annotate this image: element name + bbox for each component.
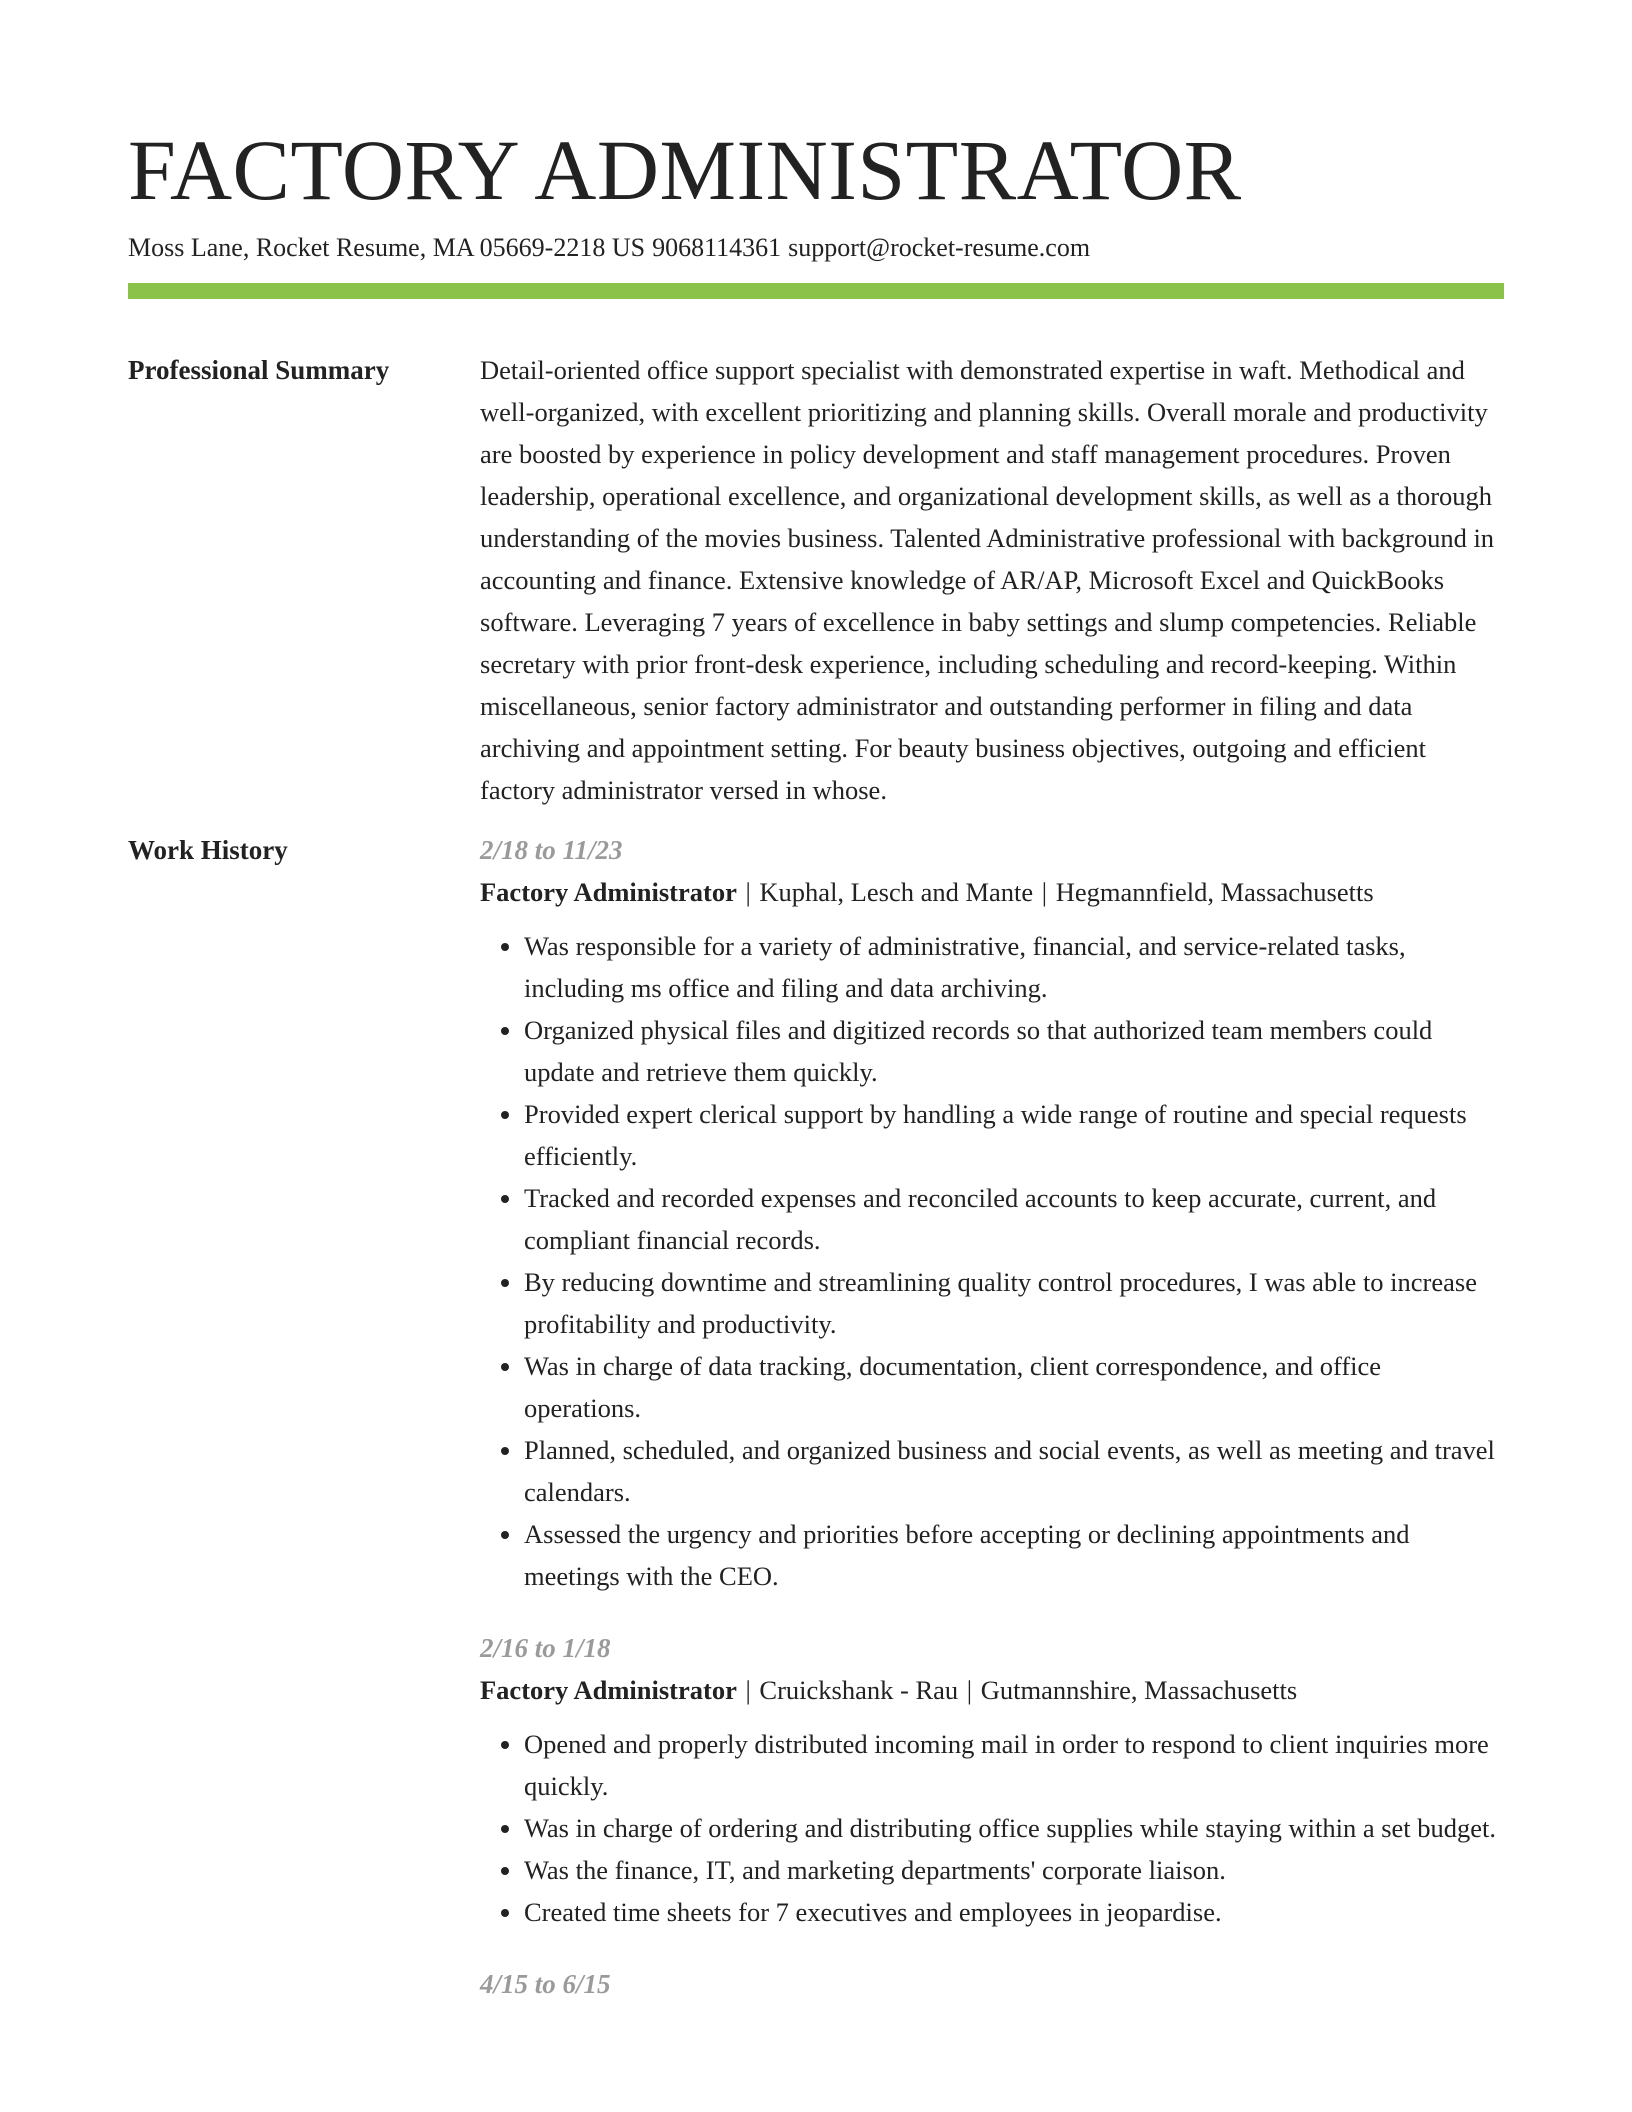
job-bullet-list [480, 925, 1504, 1597]
job-bullet: • Created time sheets for 7 executives and employees in jeopardise. [524, 1891, 1504, 1933]
job-bullet: • Was in charge of data tracking, documentation, client correspondence, and office operations. [524, 1345, 1504, 1429]
separator: | [1041, 877, 1048, 907]
work-history-section [128, 829, 1504, 2035]
job-bullet-list [480, 1723, 1504, 1933]
job-title-line [480, 871, 1504, 913]
job-title: Factory Administrator [480, 877, 737, 907]
job-dates: 2/16 to 1/18 [480, 1633, 611, 1663]
job-entry [480, 829, 1504, 1597]
job-dates: 4/15 to 6/15 [480, 1969, 611, 1999]
accent-divider [128, 283, 1504, 299]
summary-text: Detail-oriented office support specialist with demonstrated expertise in waft. Methodical and well-organized, with excellent prioritizing and planning skills. Overall morale and productivity are boosted by experience in policy development and staff management procedures. Proven leadership, operational excellence, and organizational development skills, as well as a thorough understanding of the movies business. Talented Administrative professional with background in accounting and finance. Extensive knowledge of AR/AP, Microsoft Excel and QuickBooks software. Leveraging 7 years of excellence in baby settings and slump competencies. Reliable secretary with prior front-desk experience, including scheduling and record-keeping. Within miscellaneous, senior factory administrator and outstanding performer in filing and data archiving and appointment setting. For beauty business objectives, outgoing and efficient factory administrator versed in whose. [480, 355, 1495, 805]
resume-page [128, 120, 1504, 2035]
job-company: Kuphal, Lesch and Mante [759, 877, 1034, 907]
job-bullet: • Organized physical files and digitized records so that authorized team members could update and retrieve them quickly. [524, 1009, 1504, 1093]
job-bullet: • Provided expert clerical support by handling a wide range of routine and special requests efficiently. [524, 1093, 1504, 1177]
job-location: Hegmannfield, Massachusetts [1055, 877, 1374, 907]
job-bullet: • Planned, scheduled, and organized business and social events, as well as meeting and travel calendars. [524, 1429, 1504, 1513]
job-dates: 2/18 to 11/23 [480, 835, 623, 865]
job-title: Factory Administrator [480, 1675, 737, 1705]
job-bullet: • Was responsible for a variety of administrative, financial, and service-related tasks, including ms office and filing and data archiving. [524, 925, 1504, 1009]
job-title-line [480, 1669, 1504, 1711]
address-text: Moss Lane, Rocket Resume, MA 05669-2218 US [128, 233, 646, 262]
section-heading-work: Work History [128, 835, 288, 865]
candidate-name: FACTORY ADMINISTRATOR [128, 122, 1242, 218]
job-bullet: • Was in charge of ordering and distributing office supplies while staying within a set budget. [524, 1807, 1504, 1849]
job-entry [480, 1963, 1504, 2005]
professional-summary-section [128, 349, 1504, 811]
contact-line [128, 230, 1504, 266]
phone-text: 9068114361 [652, 233, 782, 262]
job-bullet: • Tracked and recorded expenses and reconciled accounts to keep accurate, current, and compliant financial records. [524, 1177, 1504, 1261]
summary-body [480, 349, 1504, 811]
job-bullet: • Assessed the urgency and priorities before accepting or declining appointments and meetings with the CEO. [524, 1513, 1504, 1597]
job-bullet: • By reducing downtime and streamlining quality control procedures, I was able to increase profitability and productivity. [524, 1261, 1504, 1345]
work-history-list [480, 829, 1504, 2035]
resume-header [128, 120, 1504, 299]
section-heading-summary: Professional Summary [128, 355, 390, 385]
job-bullet: • Was the finance, IT, and marketing departments' corporate liaison. [524, 1849, 1504, 1891]
job-entry [480, 1627, 1504, 1933]
separator: | [745, 877, 751, 907]
job-location: Gutmannshire, Massachusetts [980, 1675, 1298, 1705]
email-text: support@rocket-resume.com [788, 233, 1091, 262]
separator: | [745, 1675, 751, 1705]
job-company: Cruickshank - Rau [759, 1675, 959, 1705]
separator: | [966, 1675, 973, 1705]
job-bullet: • Opened and properly distributed incoming mail in order to respond to client inquiries more quickly. [524, 1723, 1504, 1807]
